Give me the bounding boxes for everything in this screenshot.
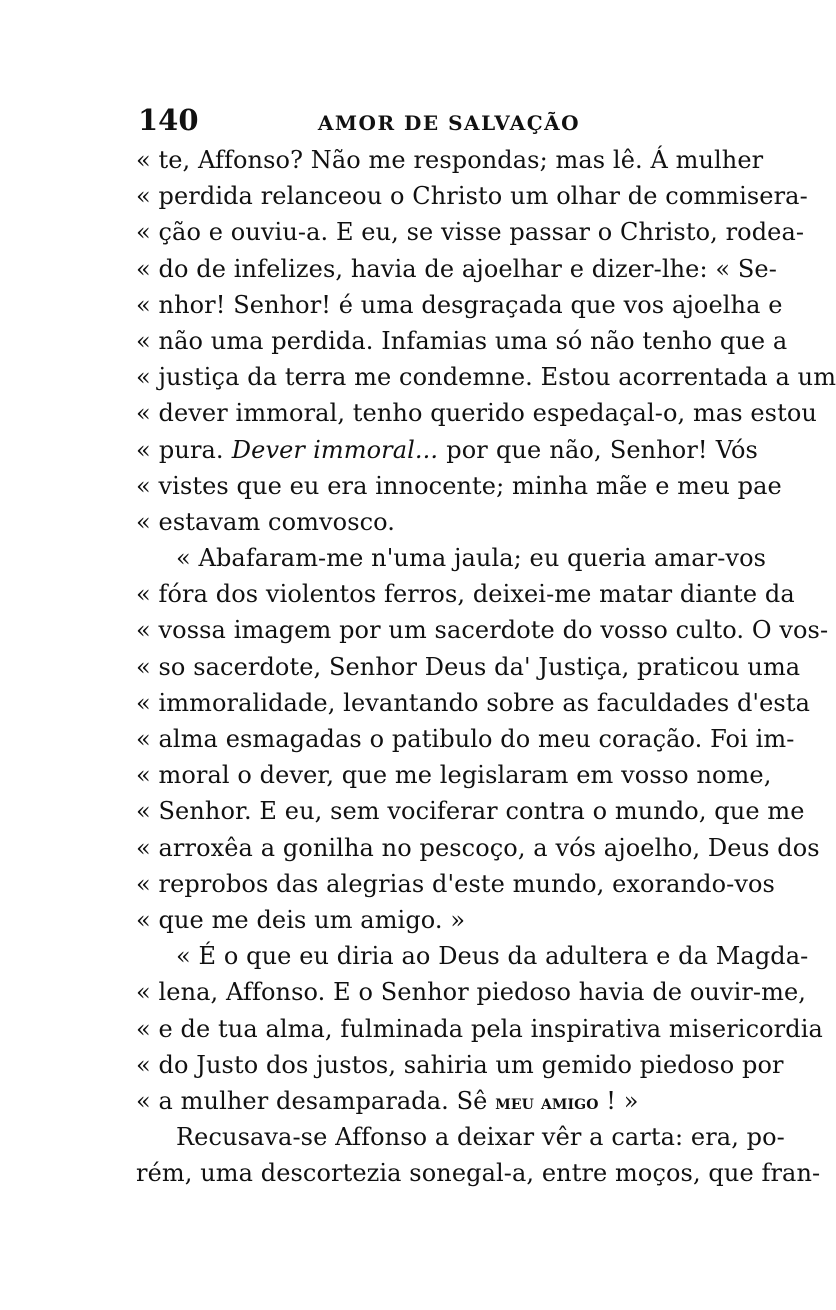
text-line: « reprobos das alegrias d'este mundo, exorando-vos [136,869,775,898]
text-line: « vossa imagem por um sacerdote do vosso culto. O vos- [136,616,829,645]
text-line: « alma esmagadas o patibulo do meu coração. Foi im- [136,725,795,753]
text-line [136,1083,758,1119]
text-line: « te, Affonso? Não me respondas; mas lê. Á mulher [136,146,764,174]
text-line: « Abafaram-me n'uma jaula; eu queria amar-vos [176,544,767,573]
text-line: rém, uma descortezia sonegal-a, entre moços, que fran- [136,1159,821,1188]
text-line: « moral o dever, que me legislaram em vosso nome, [136,761,772,790]
text-line: « e de tua alma, fulminada pela inspirativa misericordia [136,1014,823,1043]
text-segment: ! » [598,1086,639,1115]
text-line: « lena, Affonso. E o Senhor piedoso havia de ouvir-me, [136,978,807,1007]
text-line: « do de infelizes, havia de ajoelhar e dizer-lhe: « Se- [136,254,777,283]
text-line: « immoralidade, levantando sobre as faculdades d'esta [136,688,811,717]
italic-phrase: Dever immoral... [231,435,439,464]
text-line: « do Justo dos justos, sahiria um gemido piedoso por [136,1050,784,1079]
text-line: « vistes que eu era innocente; minha mãe e meu pae [136,471,782,500]
smallcaps-phrase: meu amigo [495,1089,599,1114]
text-line: « É o que eu diria ao Deus da adultera e da Magda- [176,942,809,971]
text-line: « não uma perdida. Infamias uma só não tenho que a [136,326,788,355]
text-segment: « a mulher desamparada. Sê [136,1086,496,1115]
text-line [136,432,758,468]
text-line: « fóra dos violentos ferros, deixei-me matar diante da [136,580,795,609]
text-line: « so sacerdote, Senhor Deus da' Justiça, praticou uma [136,652,801,681]
page-header [138,100,760,140]
body-text [136,142,836,1191]
text-line: « Senhor. E eu, sem vociferar contra o mundo, que me [136,797,805,826]
text-line: « que me deis um amigo. » [136,905,466,934]
text-line: « justiça da terra me condemne. Estou acorrentada a um [136,363,836,392]
text-segment: « pura. [136,435,232,464]
text-line: « ção e ouviu-a. E eu, se visse passar o Christo, rodea- [136,218,805,247]
text-line: « arroxêa a gonilha no pescoço, a vós ajoelho, Deus dos [136,833,820,862]
text-segment: por que não, Senhor! Vós [438,435,758,464]
page-number: 140 [138,103,199,137]
text-line: « dever immoral, tenho querido espedaçal-o, mas estou [136,399,817,428]
text-line: « nhor! Senhor! é uma desgraçada que vos ajoelha e [136,290,783,319]
text-line: Recusava-se Affonso a deixar vêr a carta: era, po- [176,1123,785,1152]
text-line: « estavam comvosco. [136,507,396,536]
text-line: « perdida relanceou o Christo um olhar de commisera- [136,182,808,211]
running-title: AMOR DE SALVAÇÃO [317,111,581,135]
